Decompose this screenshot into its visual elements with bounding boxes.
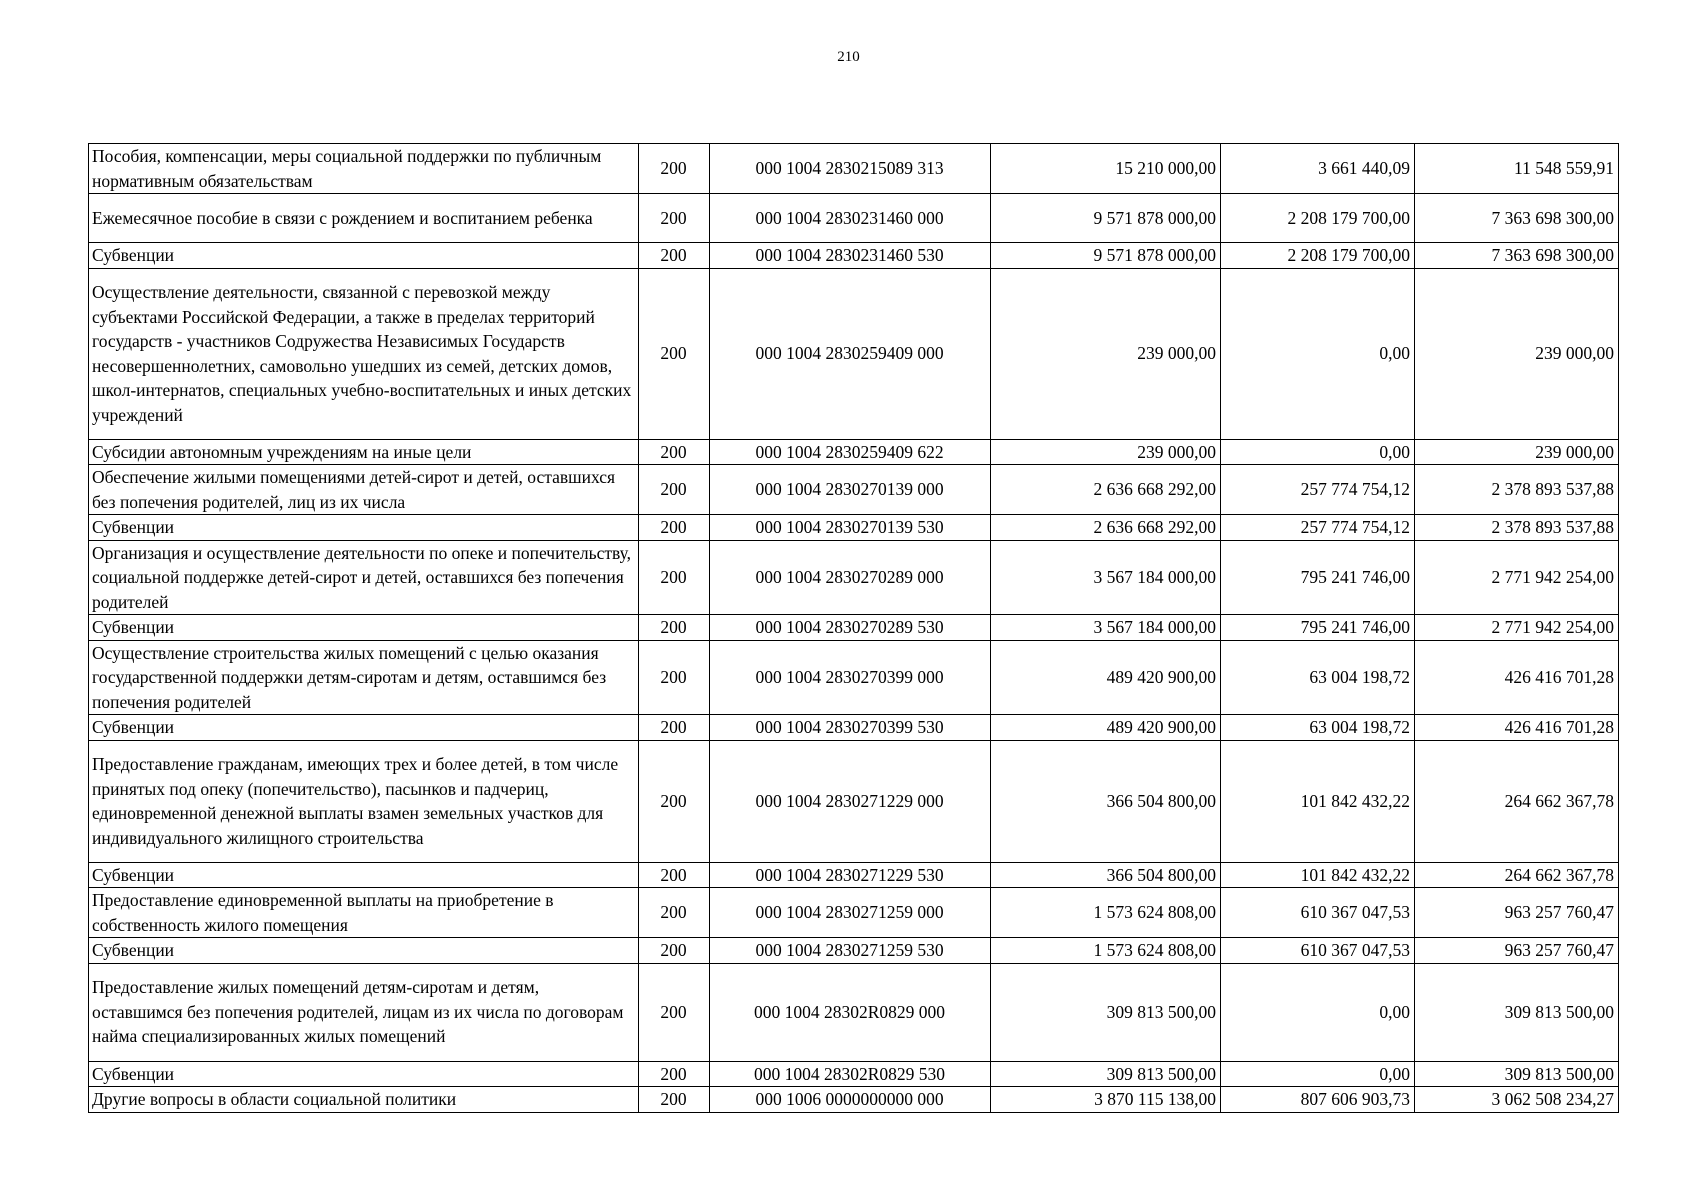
table-row xyxy=(89,465,1619,515)
row-name-cell: Субвенции xyxy=(89,862,639,888)
row-remaining-cell: 2 771 942 254,00 xyxy=(1415,540,1619,615)
table-row xyxy=(89,144,1619,194)
table-row xyxy=(89,515,1619,541)
row-remaining-cell: 2 378 893 537,88 xyxy=(1415,515,1619,541)
row-remaining-cell: 2 378 893 537,88 xyxy=(1415,465,1619,515)
table-row xyxy=(89,963,1619,1061)
table-row xyxy=(89,740,1619,862)
row-line-code-cell: 200 xyxy=(639,540,710,615)
table-row xyxy=(89,888,1619,938)
row-line-code-cell: 200 xyxy=(639,439,710,465)
table-row xyxy=(89,640,1619,715)
row-line-code-cell: 200 xyxy=(639,1087,710,1113)
row-budget-code-cell: 000 1004 2830270139 000 xyxy=(710,465,991,515)
row-executed-cell: 2 208 179 700,00 xyxy=(1221,243,1415,269)
row-name-cell: Субвенции xyxy=(89,243,639,269)
row-approved-cell: 309 813 500,00 xyxy=(991,963,1221,1061)
row-line-code-cell: 200 xyxy=(639,963,710,1061)
row-executed-cell: 0,00 xyxy=(1221,1061,1415,1087)
table-row xyxy=(89,938,1619,964)
row-executed-cell: 101 842 432,22 xyxy=(1221,862,1415,888)
row-line-code-cell: 200 xyxy=(639,862,710,888)
table-row xyxy=(89,715,1619,741)
row-executed-cell: 795 241 746,00 xyxy=(1221,615,1415,641)
row-remaining-cell: 309 813 500,00 xyxy=(1415,963,1619,1061)
row-approved-cell: 366 504 800,00 xyxy=(991,862,1221,888)
row-approved-cell: 9 571 878 000,00 xyxy=(991,194,1221,243)
row-name-cell: Предоставление жилых помещений детям-сиротам и детям, оставшимся без попечения родителей, лицам из их числа по договорам найма специализированных жилых помещений xyxy=(89,963,639,1061)
table-row xyxy=(89,439,1619,465)
row-remaining-cell: 309 813 500,00 xyxy=(1415,1061,1619,1087)
row-executed-cell: 63 004 198,72 xyxy=(1221,640,1415,715)
row-name-cell: Другие вопросы в области социальной политики xyxy=(89,1087,639,1113)
row-line-code-cell: 200 xyxy=(639,515,710,541)
row-name-cell: Субвенции xyxy=(89,715,639,741)
row-budget-code-cell: 000 1004 2830270289 530 xyxy=(710,615,991,641)
row-executed-cell: 101 842 432,22 xyxy=(1221,740,1415,862)
row-budget-code-cell: 000 1004 2830270139 530 xyxy=(710,515,991,541)
row-remaining-cell: 7 363 698 300,00 xyxy=(1415,243,1619,269)
row-budget-code-cell: 000 1006 0000000000 000 xyxy=(710,1087,991,1113)
page-number: 210 xyxy=(837,49,860,65)
table-row xyxy=(89,243,1619,269)
row-line-code-cell: 200 xyxy=(639,1061,710,1087)
row-remaining-cell: 426 416 701,28 xyxy=(1415,715,1619,741)
row-executed-cell: 0,00 xyxy=(1221,439,1415,465)
row-approved-cell: 1 573 624 808,00 xyxy=(991,888,1221,938)
row-line-code-cell: 200 xyxy=(639,888,710,938)
row-remaining-cell: 11 548 559,91 xyxy=(1415,144,1619,194)
row-approved-cell: 1 573 624 808,00 xyxy=(991,938,1221,964)
row-approved-cell: 3 567 184 000,00 xyxy=(991,615,1221,641)
row-executed-cell: 610 367 047,53 xyxy=(1221,888,1415,938)
row-executed-cell: 257 774 754,12 xyxy=(1221,465,1415,515)
row-budget-code-cell: 000 1004 2830270399 530 xyxy=(710,715,991,741)
row-name-cell: Предоставление гражданам, имеющих трех и более детей, в том числе принятых под опеку (попечительство), пасынков и падчериц, единовременной денежной выплаты взамен земельных участков для индивидуального жилищного строительства xyxy=(89,740,639,862)
row-executed-cell: 3 661 440,09 xyxy=(1221,144,1415,194)
row-executed-cell: 0,00 xyxy=(1221,963,1415,1061)
table-row xyxy=(89,862,1619,888)
row-line-code-cell: 200 xyxy=(639,715,710,741)
row-remaining-cell: 239 000,00 xyxy=(1415,439,1619,465)
row-line-code-cell: 200 xyxy=(639,268,710,439)
row-budget-code-cell: 000 1004 2830231460 530 xyxy=(710,243,991,269)
row-remaining-cell: 264 662 367,78 xyxy=(1415,740,1619,862)
row-approved-cell: 489 420 900,00 xyxy=(991,715,1221,741)
row-executed-cell: 2 208 179 700,00 xyxy=(1221,194,1415,243)
table-row xyxy=(89,194,1619,243)
row-remaining-cell: 2 771 942 254,00 xyxy=(1415,615,1619,641)
row-executed-cell: 807 606 903,73 xyxy=(1221,1087,1415,1113)
row-line-code-cell: 200 xyxy=(639,243,710,269)
row-budget-code-cell: 000 1004 2830271229 530 xyxy=(710,862,991,888)
row-name-cell: Осуществление деятельности, связанной с перевозкой между субъектами Российской Федерации, а также в пределах территорий государств - участников Содружества Независимых Государств несовершеннолетних, самовольно ушедших из семей, детских домов, школ-интернатов, специальных учебно-воспитательных и иных детских учреждений xyxy=(89,268,639,439)
row-approved-cell: 9 571 878 000,00 xyxy=(991,243,1221,269)
row-budget-code-cell: 000 1004 2830271259 000 xyxy=(710,888,991,938)
row-name-cell: Ежемесячное пособие в связи с рождением и воспитанием ребенка xyxy=(89,194,639,243)
row-line-code-cell: 200 xyxy=(639,465,710,515)
row-budget-code-cell: 000 1004 2830270289 000 xyxy=(710,540,991,615)
row-remaining-cell: 239 000,00 xyxy=(1415,268,1619,439)
row-remaining-cell: 3 062 508 234,27 xyxy=(1415,1087,1619,1113)
row-budget-code-cell: 000 1004 2830271229 000 xyxy=(710,740,991,862)
table-row xyxy=(89,540,1619,615)
table-row xyxy=(89,1087,1619,1113)
row-budget-code-cell: 000 1004 2830271259 530 xyxy=(710,938,991,964)
row-approved-cell: 3 567 184 000,00 xyxy=(991,540,1221,615)
row-budget-code-cell: 000 1004 28302R0829 000 xyxy=(710,963,991,1061)
row-executed-cell: 795 241 746,00 xyxy=(1221,540,1415,615)
table-row xyxy=(89,1061,1619,1087)
budget-table-body xyxy=(89,144,1619,1113)
row-approved-cell: 2 636 668 292,00 xyxy=(991,465,1221,515)
row-name-cell: Субвенции xyxy=(89,938,639,964)
row-budget-code-cell: 000 1004 2830259409 622 xyxy=(710,439,991,465)
row-name-cell: Субсидии автономным учреждениям на иные цели xyxy=(89,439,639,465)
row-approved-cell: 3 870 115 138,00 xyxy=(991,1087,1221,1113)
budget-table xyxy=(88,143,1619,1113)
row-line-code-cell: 200 xyxy=(639,640,710,715)
row-executed-cell: 610 367 047,53 xyxy=(1221,938,1415,964)
row-executed-cell: 257 774 754,12 xyxy=(1221,515,1415,541)
row-name-cell: Обеспечение жилыми помещениями детей-сирот и детей, оставшихся без попечения родителей, лиц из их числа xyxy=(89,465,639,515)
row-approved-cell: 489 420 900,00 xyxy=(991,640,1221,715)
row-budget-code-cell: 000 1004 28302R0829 530 xyxy=(710,1061,991,1087)
row-line-code-cell: 200 xyxy=(639,740,710,862)
row-name-cell: Организация и осуществление деятельности по опеке и попечительству, социальной поддержке детей-сирот и детей, оставшихся без попечения родителей xyxy=(89,540,639,615)
row-name-cell: Осуществление строительства жилых помещений с целью оказания государственной поддержки детям-сиротам и детям, оставшимся без попечения родителей xyxy=(89,640,639,715)
row-approved-cell: 15 210 000,00 xyxy=(991,144,1221,194)
row-approved-cell: 239 000,00 xyxy=(991,439,1221,465)
row-remaining-cell: 963 257 760,47 xyxy=(1415,888,1619,938)
row-name-cell: Субвенции xyxy=(89,615,639,641)
row-remaining-cell: 963 257 760,47 xyxy=(1415,938,1619,964)
table-row xyxy=(89,615,1619,641)
row-line-code-cell: 200 xyxy=(639,144,710,194)
row-name-cell: Субвенции xyxy=(89,515,639,541)
row-remaining-cell: 7 363 698 300,00 xyxy=(1415,194,1619,243)
row-line-code-cell: 200 xyxy=(639,938,710,964)
row-budget-code-cell: 000 1004 2830259409 000 xyxy=(710,268,991,439)
row-approved-cell: 2 636 668 292,00 xyxy=(991,515,1221,541)
row-approved-cell: 309 813 500,00 xyxy=(991,1061,1221,1087)
row-approved-cell: 239 000,00 xyxy=(991,268,1221,439)
table-row xyxy=(89,268,1619,439)
row-name-cell: Субвенции xyxy=(89,1061,639,1087)
row-name-cell: Пособия, компенсации, меры социальной поддержки по публичным нормативным обязательствам xyxy=(89,144,639,194)
row-line-code-cell: 200 xyxy=(639,194,710,243)
row-line-code-cell: 200 xyxy=(639,615,710,641)
row-budget-code-cell: 000 1004 2830270399 000 xyxy=(710,640,991,715)
row-executed-cell: 63 004 198,72 xyxy=(1221,715,1415,741)
row-budget-code-cell: 000 1004 2830215089 313 xyxy=(710,144,991,194)
row-approved-cell: 366 504 800,00 xyxy=(991,740,1221,862)
row-name-cell: Предоставление единовременной выплаты на приобретение в собственность жилого помещения xyxy=(89,888,639,938)
row-budget-code-cell: 000 1004 2830231460 000 xyxy=(710,194,991,243)
row-remaining-cell: 264 662 367,78 xyxy=(1415,862,1619,888)
row-remaining-cell: 426 416 701,28 xyxy=(1415,640,1619,715)
row-executed-cell: 0,00 xyxy=(1221,268,1415,439)
